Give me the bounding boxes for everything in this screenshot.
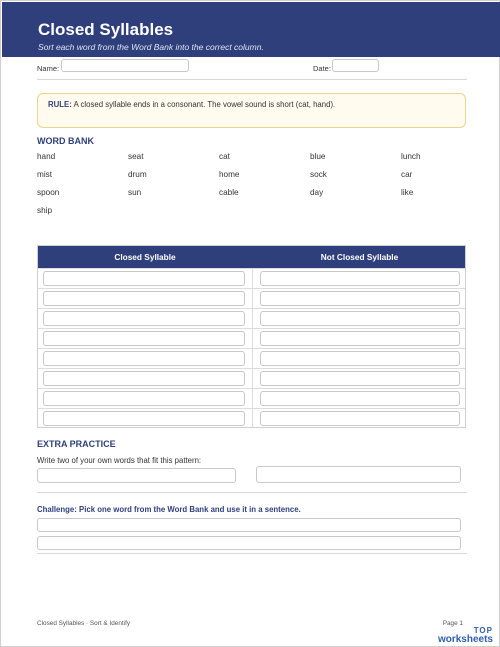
word-bank-word: sock [310, 170, 327, 179]
word-bank-word: day [310, 188, 324, 197]
word-bank-word: seat [128, 152, 144, 161]
name-label: Name: [37, 64, 60, 73]
closed-syllable-answer-field[interactable] [43, 331, 245, 346]
not-closed-syllable-answer-field[interactable] [260, 391, 460, 406]
sentence-line-2[interactable] [37, 536, 461, 550]
word-bank-word: spoon [37, 188, 60, 197]
extra-word-field-1[interactable] [37, 468, 236, 483]
date-label: Date: [313, 64, 331, 73]
closed-syllable-answer-field[interactable] [43, 371, 245, 386]
topworksheets-logo [438, 626, 493, 644]
name-field[interactable] [61, 59, 189, 72]
table-header [38, 246, 465, 268]
column-header-closed: Closed Syllable [114, 252, 176, 262]
not-closed-syllable-answer-field[interactable] [260, 411, 460, 426]
header-banner [2, 2, 500, 57]
word-bank-word: home [219, 170, 240, 179]
closed-syllable-answer-field[interactable] [43, 291, 245, 306]
closed-syllable-answer-field[interactable] [43, 411, 245, 426]
word-bank-word: mist [37, 170, 53, 179]
word-bank-word: ship [37, 206, 53, 215]
rule-box [37, 93, 466, 128]
page-number: Page 1 [442, 620, 463, 627]
sentence-line-1[interactable] [37, 518, 461, 532]
closed-syllable-answer-field[interactable] [43, 271, 245, 286]
column-divider [252, 268, 253, 428]
extra-practice-prompt: Write two of your own words that fit this pattern: [37, 456, 202, 465]
page-subtitle: Sort each word from the Word Bank into the correct column. [38, 42, 264, 52]
challenge-prompt: Challenge: Pick one word from the Word Bank and use it in a sentence. [37, 505, 301, 514]
sort-table [37, 245, 466, 428]
footer-title: Closed Syllables · Sort & Identify [37, 620, 131, 627]
not-closed-syllable-answer-field[interactable] [260, 331, 460, 346]
word-bank-word: hand [37, 152, 56, 161]
word-bank-word: sun [128, 188, 142, 197]
not-closed-syllable-answer-field[interactable] [260, 371, 460, 386]
not-closed-syllable-answer-field[interactable] [260, 291, 460, 306]
not-closed-syllable-answer-field[interactable] [260, 351, 460, 366]
rule-text [48, 100, 335, 109]
closed-syllable-answer-field[interactable] [43, 311, 245, 326]
word-bank-word: blue [310, 152, 326, 161]
extra-divider [37, 492, 467, 493]
word-bank-word: cable [219, 188, 239, 197]
word-bank-word: drum [128, 170, 147, 179]
not-closed-syllable-answer-field[interactable] [260, 311, 460, 326]
logo-bottom-text: worksheets [437, 634, 493, 645]
rule-label: RULE: [48, 100, 72, 109]
word-bank-title: WORD BANK [37, 136, 94, 146]
word-bank-word: lunch [401, 152, 421, 161]
closed-syllable-answer-field[interactable] [43, 391, 245, 406]
extra-practice-title: EXTRA PRACTICE [37, 439, 116, 449]
page-title: Closed Syllables [38, 20, 174, 39]
rule-body: A closed syllable ends in a consonant. The vowel sound is short (cat, hand). [71, 100, 336, 109]
word-bank-word: car [401, 170, 413, 179]
logo-top-text: TOP [473, 626, 493, 635]
closed-syllable-answer-field[interactable] [43, 351, 245, 366]
word-bank-word: like [401, 188, 414, 197]
date-field[interactable] [332, 59, 379, 72]
not-closed-syllable-answer-field[interactable] [260, 271, 460, 286]
extra-word-field-2[interactable] [256, 466, 461, 483]
word-bank-word: cat [219, 152, 230, 161]
header-divider [37, 79, 467, 80]
challenge-divider [37, 553, 467, 554]
column-header-not-closed: Not Closed Syllable [320, 252, 399, 262]
